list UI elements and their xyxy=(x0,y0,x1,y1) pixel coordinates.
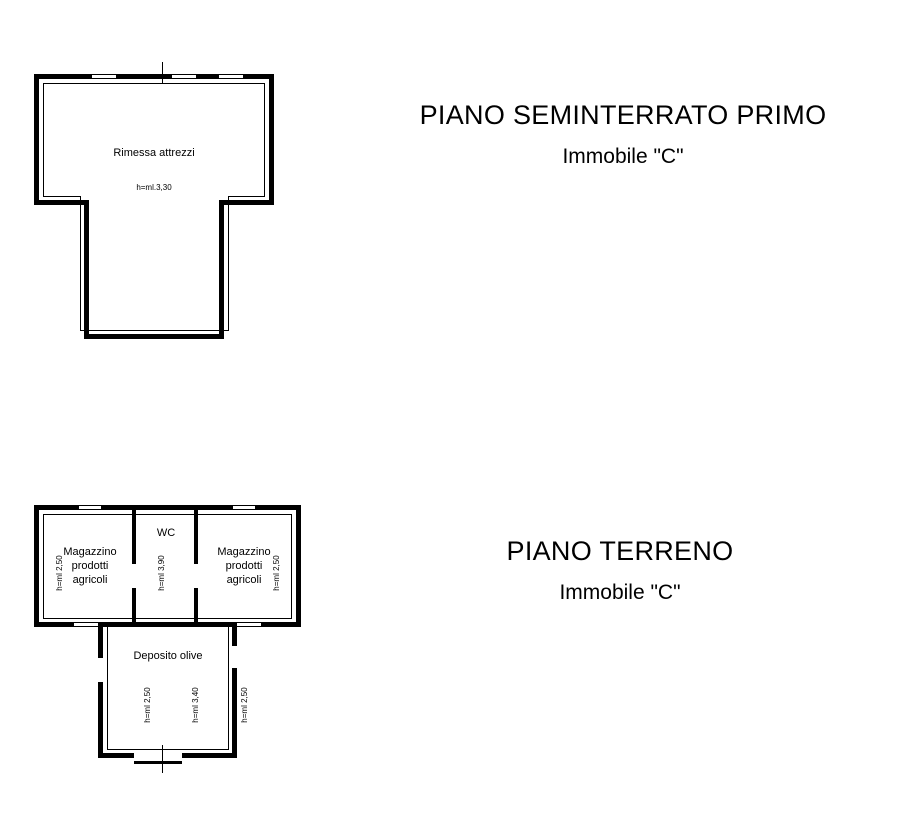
gf-window-top-right-line-b xyxy=(232,509,256,510)
gf-wall-inner-bottom xyxy=(43,618,292,619)
basement-floor-plan xyxy=(34,74,274,339)
window-opening-top-mid-line-inner xyxy=(171,78,197,79)
title-block-ground xyxy=(390,536,850,605)
gf-wall-left xyxy=(34,505,39,627)
height-label-deposito-left: h=ml 2,50 xyxy=(143,687,152,723)
height-label-deposito-right: h=ml 2,50 xyxy=(240,687,249,723)
height-label-magazzino-left: h=ml 2,50 xyxy=(55,555,64,591)
window-opening-top-mid-jamb-b xyxy=(196,74,197,79)
room-label-rimessa-attrezzi: Rimessa attrezzi xyxy=(113,147,195,159)
page-title-ground: PIANO TERRENO xyxy=(506,536,734,566)
room-label-deposito-olive: Deposito olive xyxy=(133,650,203,662)
gf-door-partition-left-head xyxy=(132,563,136,564)
gf-lower-window-right-head xyxy=(232,645,237,646)
gf-lower-wall-inner-bottom xyxy=(107,749,229,750)
gf-door-partition-right-head xyxy=(194,563,198,564)
gf-lower-window-right xyxy=(232,645,237,669)
window-opening-top-left-line-inner xyxy=(91,78,117,79)
gf-lower-wall-left xyxy=(98,622,103,758)
page-title-basement: PIANO SEMINTERRATO PRIMO xyxy=(419,100,827,130)
room-label-magazzino-left-line3: agricoli xyxy=(72,573,108,586)
gf-wall-inner-right xyxy=(291,514,292,618)
height-label-deposito-center: h=ml 3,40 xyxy=(191,687,200,723)
wall-inner-step-right xyxy=(228,196,265,197)
gf-window-right-stub-line-a xyxy=(237,622,261,623)
gf-door-partition-right-sill xyxy=(194,588,198,589)
window-opening-top-right-jamb-b xyxy=(243,74,244,79)
window-opening-top-left-jamb-a xyxy=(91,74,92,79)
gf-wall-inner-top xyxy=(43,514,292,515)
gf-window-left-stub-line-b xyxy=(74,626,98,627)
gf-lower-wall-inner-left xyxy=(107,627,108,749)
window-opening-top-right-line-outer xyxy=(218,74,244,75)
gf-entrance-opening xyxy=(134,753,182,758)
room-label-magazzino-right-line1: Magazzino xyxy=(217,546,271,558)
gf-window-top-left-jamb-b xyxy=(101,505,102,510)
gf-lower-wall-inner-right xyxy=(228,627,229,749)
gf-door-partition-right xyxy=(194,563,198,589)
gf-axis-tick-bottom xyxy=(162,745,163,773)
window-opening-top-mid-jamb-a xyxy=(171,74,172,79)
gf-window-top-right-jamb-a xyxy=(232,505,233,510)
room-label-magazzino-left-line1: Magazzino xyxy=(63,546,117,558)
page-subtitle-ground: Immobile "C" xyxy=(559,581,681,604)
wall-left-lower xyxy=(84,200,89,339)
room-label-wc: WC xyxy=(156,527,176,539)
window-opening-top-right-line-inner xyxy=(218,78,244,79)
gf-window-top-right-jamb-b xyxy=(255,505,256,510)
height-label-magazzino-right: h=ml 2,50 xyxy=(272,555,281,591)
wall-inner-left-lower xyxy=(80,196,81,330)
gf-lower-door-left-head xyxy=(98,657,103,658)
wall-right-lower xyxy=(219,200,224,339)
ground-floor-plan xyxy=(34,505,304,785)
room-label-magazzino-right-line2: prodotti xyxy=(225,559,263,572)
gf-window-top-left-line-a xyxy=(78,505,102,506)
gf-window-top-left-jamb-a xyxy=(78,505,79,510)
gf-lower-wall-right xyxy=(232,622,237,758)
wall-inner-right-lower xyxy=(228,196,229,330)
gf-window-top-right-line-a xyxy=(232,505,256,506)
window-opening-top-mid-line-outer xyxy=(171,74,197,75)
wall-bottom xyxy=(84,334,224,339)
page-subtitle-basement: Immobile "C" xyxy=(562,145,684,168)
gf-entrance-threshold xyxy=(134,761,182,764)
gf-wall-right xyxy=(296,505,301,627)
height-label-wc: h=ml 3,90 xyxy=(157,555,166,591)
wall-left-upper xyxy=(34,74,39,205)
wall-inner-right xyxy=(264,83,265,196)
gf-window-top-left-line-b xyxy=(78,509,102,510)
room-label-magazzino-right-line3: agricoli xyxy=(226,573,262,586)
gf-window-left-stub-line-a xyxy=(74,622,98,623)
gf-wall-inner-left xyxy=(43,514,44,618)
wall-inner-left xyxy=(43,83,44,196)
gf-wall-top xyxy=(34,505,301,510)
window-opening-top-left-line-outer xyxy=(91,74,117,75)
wall-inner-bottom xyxy=(80,330,229,331)
gf-lower-door-left xyxy=(98,657,103,683)
gf-lower-door-left-sill xyxy=(98,682,103,683)
wall-inner-top xyxy=(43,83,265,84)
wall-inner-step-left xyxy=(43,196,80,197)
gf-window-right-stub-line-b xyxy=(237,626,261,627)
wall-right-upper xyxy=(269,74,274,205)
gf-door-partition-left-sill xyxy=(132,588,136,589)
gf-door-partition-left xyxy=(132,563,136,589)
axis-tick-top xyxy=(162,62,163,84)
gf-lower-window-right-sill xyxy=(232,668,237,669)
height-label-rimessa-attrezzi: h=ml.3,30 xyxy=(136,183,172,192)
window-opening-top-right-jamb-a xyxy=(218,74,219,79)
window-opening-top-left-jamb-b xyxy=(116,74,117,79)
title-block-basement xyxy=(368,100,878,169)
room-label-magazzino-left-line2: prodotti xyxy=(71,559,109,572)
